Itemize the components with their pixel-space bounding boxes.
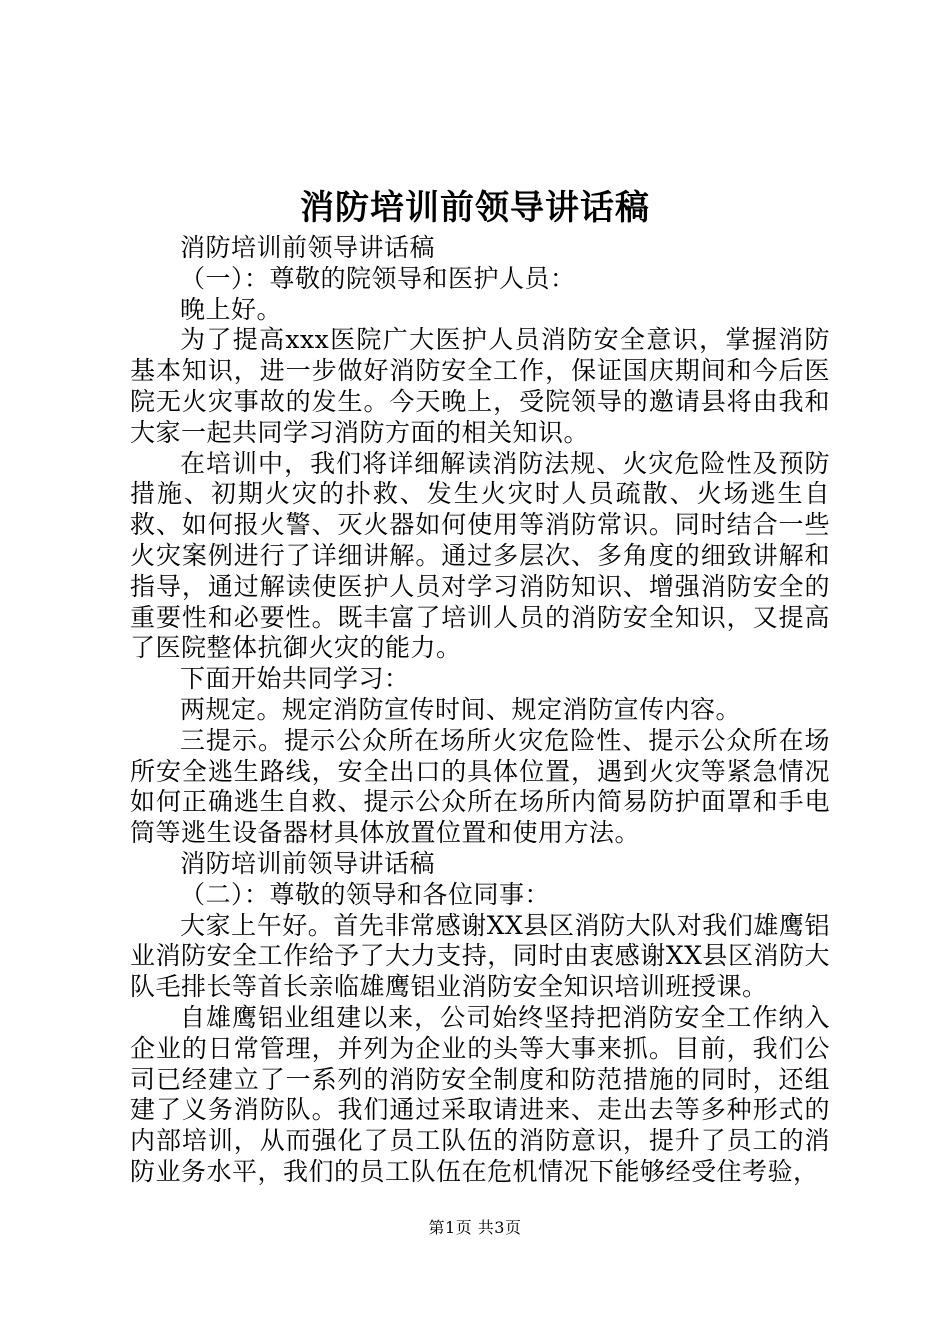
paragraph: 自雄鹰铝业组建以来，公司始终坚持把消防安全工作纳入企业的日常管理，并列为企业的头等大事来抓。目前，我们公司已经建立了一系列的消防安全制度和防范措施的同时，还组建了义务消防队。我们通过采取请进来、走出去等多种形式的内部培训，从而强化了员工队伍的消防意识，提升了员工的消防业务水平，我们的员工队伍在危机情况下能够经受住考验， (130, 1002, 830, 1186)
paragraph: 消防培训前领导讲话稿 (180, 848, 436, 878)
paragraph: 消防培训前领导讲话稿 (180, 233, 436, 262)
document-title: 消防培训前领导讲话稿 (300, 188, 650, 228)
paragraph: 为了提高xxx医院广大医护人员消防安全意识，掌握消防基本知识，进一步做好消防安全工作，保证国庆期间和今后医院无火灾事故的发生。今天晚上，受院领导的邀请县将由我和大家一起共同学习消防方面的相关知识。 (130, 325, 830, 447)
paragraph: （一）：尊敬的院领导和医护人员： (180, 263, 576, 293)
paragraph: 晚上好。 (180, 294, 283, 324)
paragraph: 两规定。规定消防宣传时间、规定消防宣传内容。 (180, 694, 742, 724)
paragraph: 大家上午好。首先非常感谢XX县区消防大队对我们雄鹰铝业消防安全工作给予了大力支持，同时由衷感谢XX县区消防大队毛排长等首长亲临雄鹰铝业消防安全知识培训班授课。 (130, 910, 830, 1002)
paragraph: 在培训中，我们将详细解读消防法规、火灾危险性及预防措施、初期火灾的扑救、发生火灾时人员疏散、火场逃生自救、如何报火警、灭火器如何使用等消防常识。同时结合一些火灾案例进行了详细讲解。通过多层次、多角度的细致讲解和指导，通过解读使医护人员对学习消防知识、增强消防安全的重要性和必要性。既丰富了培训人员的消防安全知识，又提高了医院整体抗御火灾的能力。 (130, 448, 830, 663)
document-body (130, 233, 830, 1188)
paragraph: 三提示。提示公众所在场所火灾危险性、提示公众所在场所安全逃生路线，安全出口的具体位置，遇到火灾等紧急情况如何正确逃生自救、提示公众所在场所内简易防护面罩和手电筒等逃生设备器材具体放置位置和使用方法。 (130, 725, 830, 848)
paragraph: 下面开始共同学习： (180, 664, 410, 694)
paragraph: （二）：尊敬的领导和各位同事： (180, 879, 551, 909)
page-footer: 第1页 共3页 (428, 1218, 522, 1237)
